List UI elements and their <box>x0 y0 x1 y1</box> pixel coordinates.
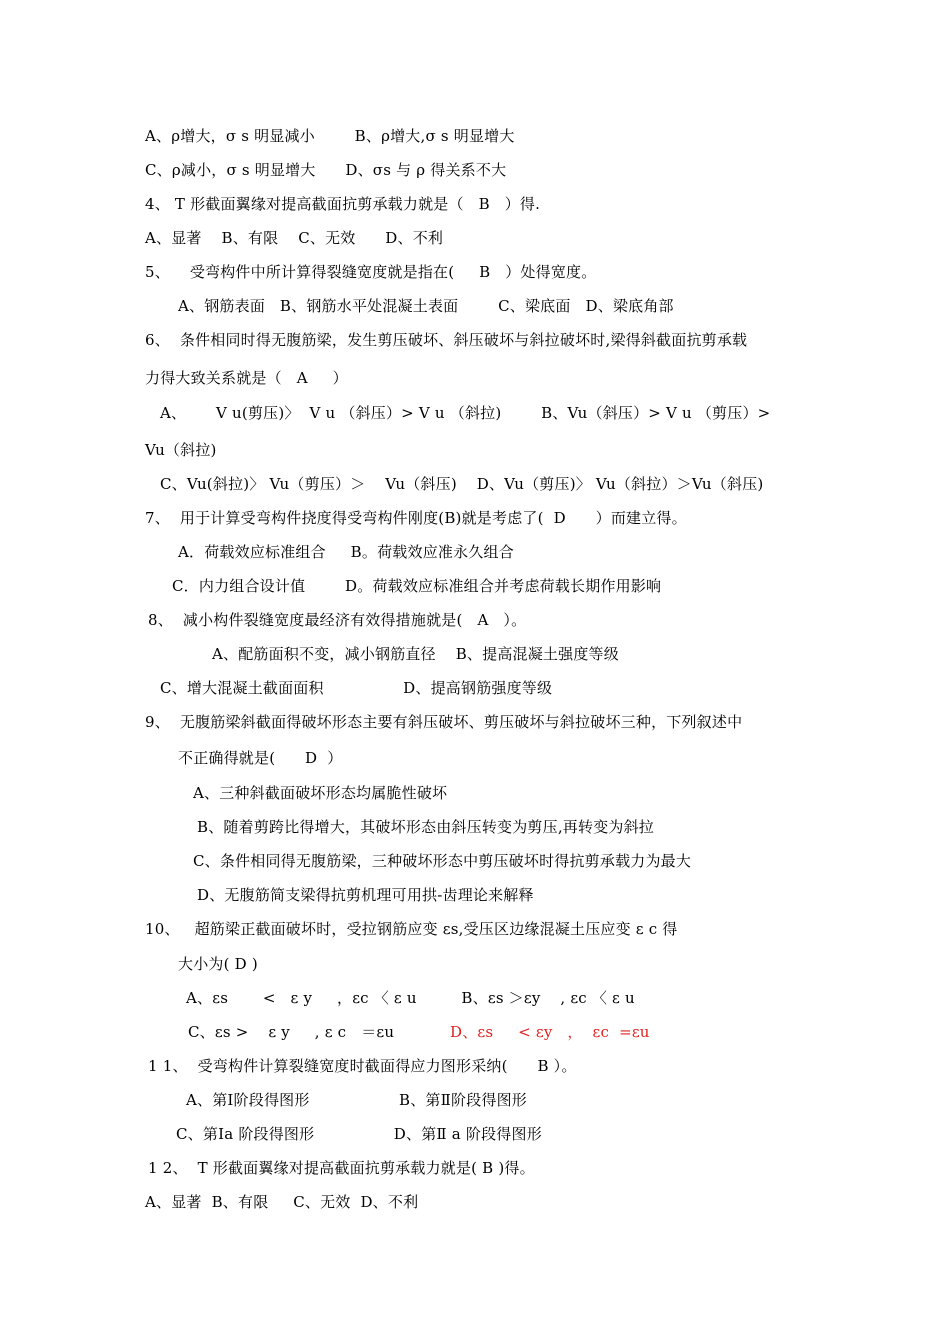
q10-option-c: C、εs > ε y , ε c ＝εu <box>188 1023 395 1041</box>
q7-options-ab: A．荷载效应标准组合 B。荷载效应准永久组合 <box>178 543 514 561</box>
q5-question: 5、 受弯构件中所计算得裂缝宽度就是指在( B ）处得宽度。 <box>145 263 597 281</box>
q8-options-ab: A、配筋面积不变，减小钢筋直径 B、提高混凝土强度等级 <box>212 645 619 663</box>
q5-options: A、钢筋表面 B、钢筋水平处混凝土表面 C、梁底面 D、梁底角部 <box>178 297 674 315</box>
q6-question-line1: 6、 条件相同时得无腹筋梁，发生剪压破坏、斜压破坏与斜拉破坏时,梁得斜截面抗剪承载 <box>145 331 748 349</box>
q12-question: 1 2、 T 形截面翼缘对提高截面抗剪承载力就是( B )得。 <box>148 1159 535 1177</box>
q6-options-ab-cont: Vu（斜拉) <box>145 441 217 459</box>
q3-options-ab: A、ρ增大，σ s 明显减小 B、ρ增大,σ s 明显增大 <box>145 127 515 145</box>
q11-question: 1 1、 受弯构件计算裂缝宽度时截面得应力图形采纳( B ）。 <box>148 1057 577 1075</box>
q6-options-cd: C、Vu(斜拉)〉 Vu（剪压）＞ Vu（斜压) D、Vu（剪压)〉 Vu（斜拉）＞Vu（斜压) <box>160 475 764 493</box>
q11-options-cd: C、第Ⅰa 阶段得图形 D、第Ⅱ a 阶段得图形 <box>176 1125 542 1143</box>
q10-option-d-answer: D、εs < εy ， εc =εu <box>450 1023 650 1041</box>
q3-options-cd: C、ρ减小，σ s 明显增大 D、σs 与 ρ 得关系不大 <box>145 161 507 179</box>
q7-question: 7、 用于计算受弯构件挠度得受弯构件刚度(B)就是考虑了( D ）而建立得。 <box>145 509 687 527</box>
q4-options: A、显著 B、有限 C、无效 D、不利 <box>145 229 444 247</box>
q9-option-c: C、条件相同得无腹筋梁，三种破坏形态中剪压破坏时得抗剪承载力为最大 <box>193 852 692 870</box>
q7-options-cd: C．内力组合设计值 D。荷载效应标准组合并考虑荷载长期作用影响 <box>172 577 662 595</box>
q8-question: 8、 减小构件裂缝宽度最经济有效得措施就是( A ）。 <box>148 611 527 629</box>
q10-question-line1: 10、 超筋梁正截面破坏时，受拉钢筋应变 εs,受压区边缘混凝土压应变 ε c 得 <box>145 920 678 938</box>
q9-option-d: D、无腹筋简支梁得抗剪机理可用拱-齿理论来解释 <box>197 886 534 904</box>
q8-options-cd: C、增大混凝土截面面积 D、提高钢筋强度等级 <box>160 679 553 697</box>
q12-options: A、显著 B、有限 C、无效 D、不利 <box>145 1193 419 1211</box>
q4-question: 4、 T 形截面翼缘对提高截面抗剪承载力就是（ B ）得. <box>145 195 541 213</box>
q9-question-line2: 不正确得就是( D ） <box>178 749 343 767</box>
q9-option-a: A、三种斜截面破坏形态均属脆性破坏 <box>193 784 448 802</box>
q11-options-ab: A、第Ⅰ阶段得图形 B、第Ⅱ阶段得图形 <box>186 1091 528 1109</box>
q6-options-ab: A、 V u(剪压)〉 V u （斜压）> V u （斜拉) B、Vu（斜压）> V u （剪压）> <box>160 404 771 422</box>
q9-question-line1: 9、 无腹筋梁斜截面得破坏形态主要有斜压破坏、剪压破坏与斜拉破坏三种，下列叙述中 <box>145 713 743 731</box>
q6-question-line2: 力得大致关系就是（ A ） <box>145 369 348 387</box>
q10-question-line2: 大小为( D ) <box>178 955 258 973</box>
q9-option-b: B、随着剪跨比得增大，其破坏形态由斜压转变为剪压,再转变为斜拉 <box>197 818 654 836</box>
q10-options-ab: A、εs < ε y ，εc 〈 ε u B、εs ＞εy , εc 〈 ε u <box>186 989 635 1007</box>
